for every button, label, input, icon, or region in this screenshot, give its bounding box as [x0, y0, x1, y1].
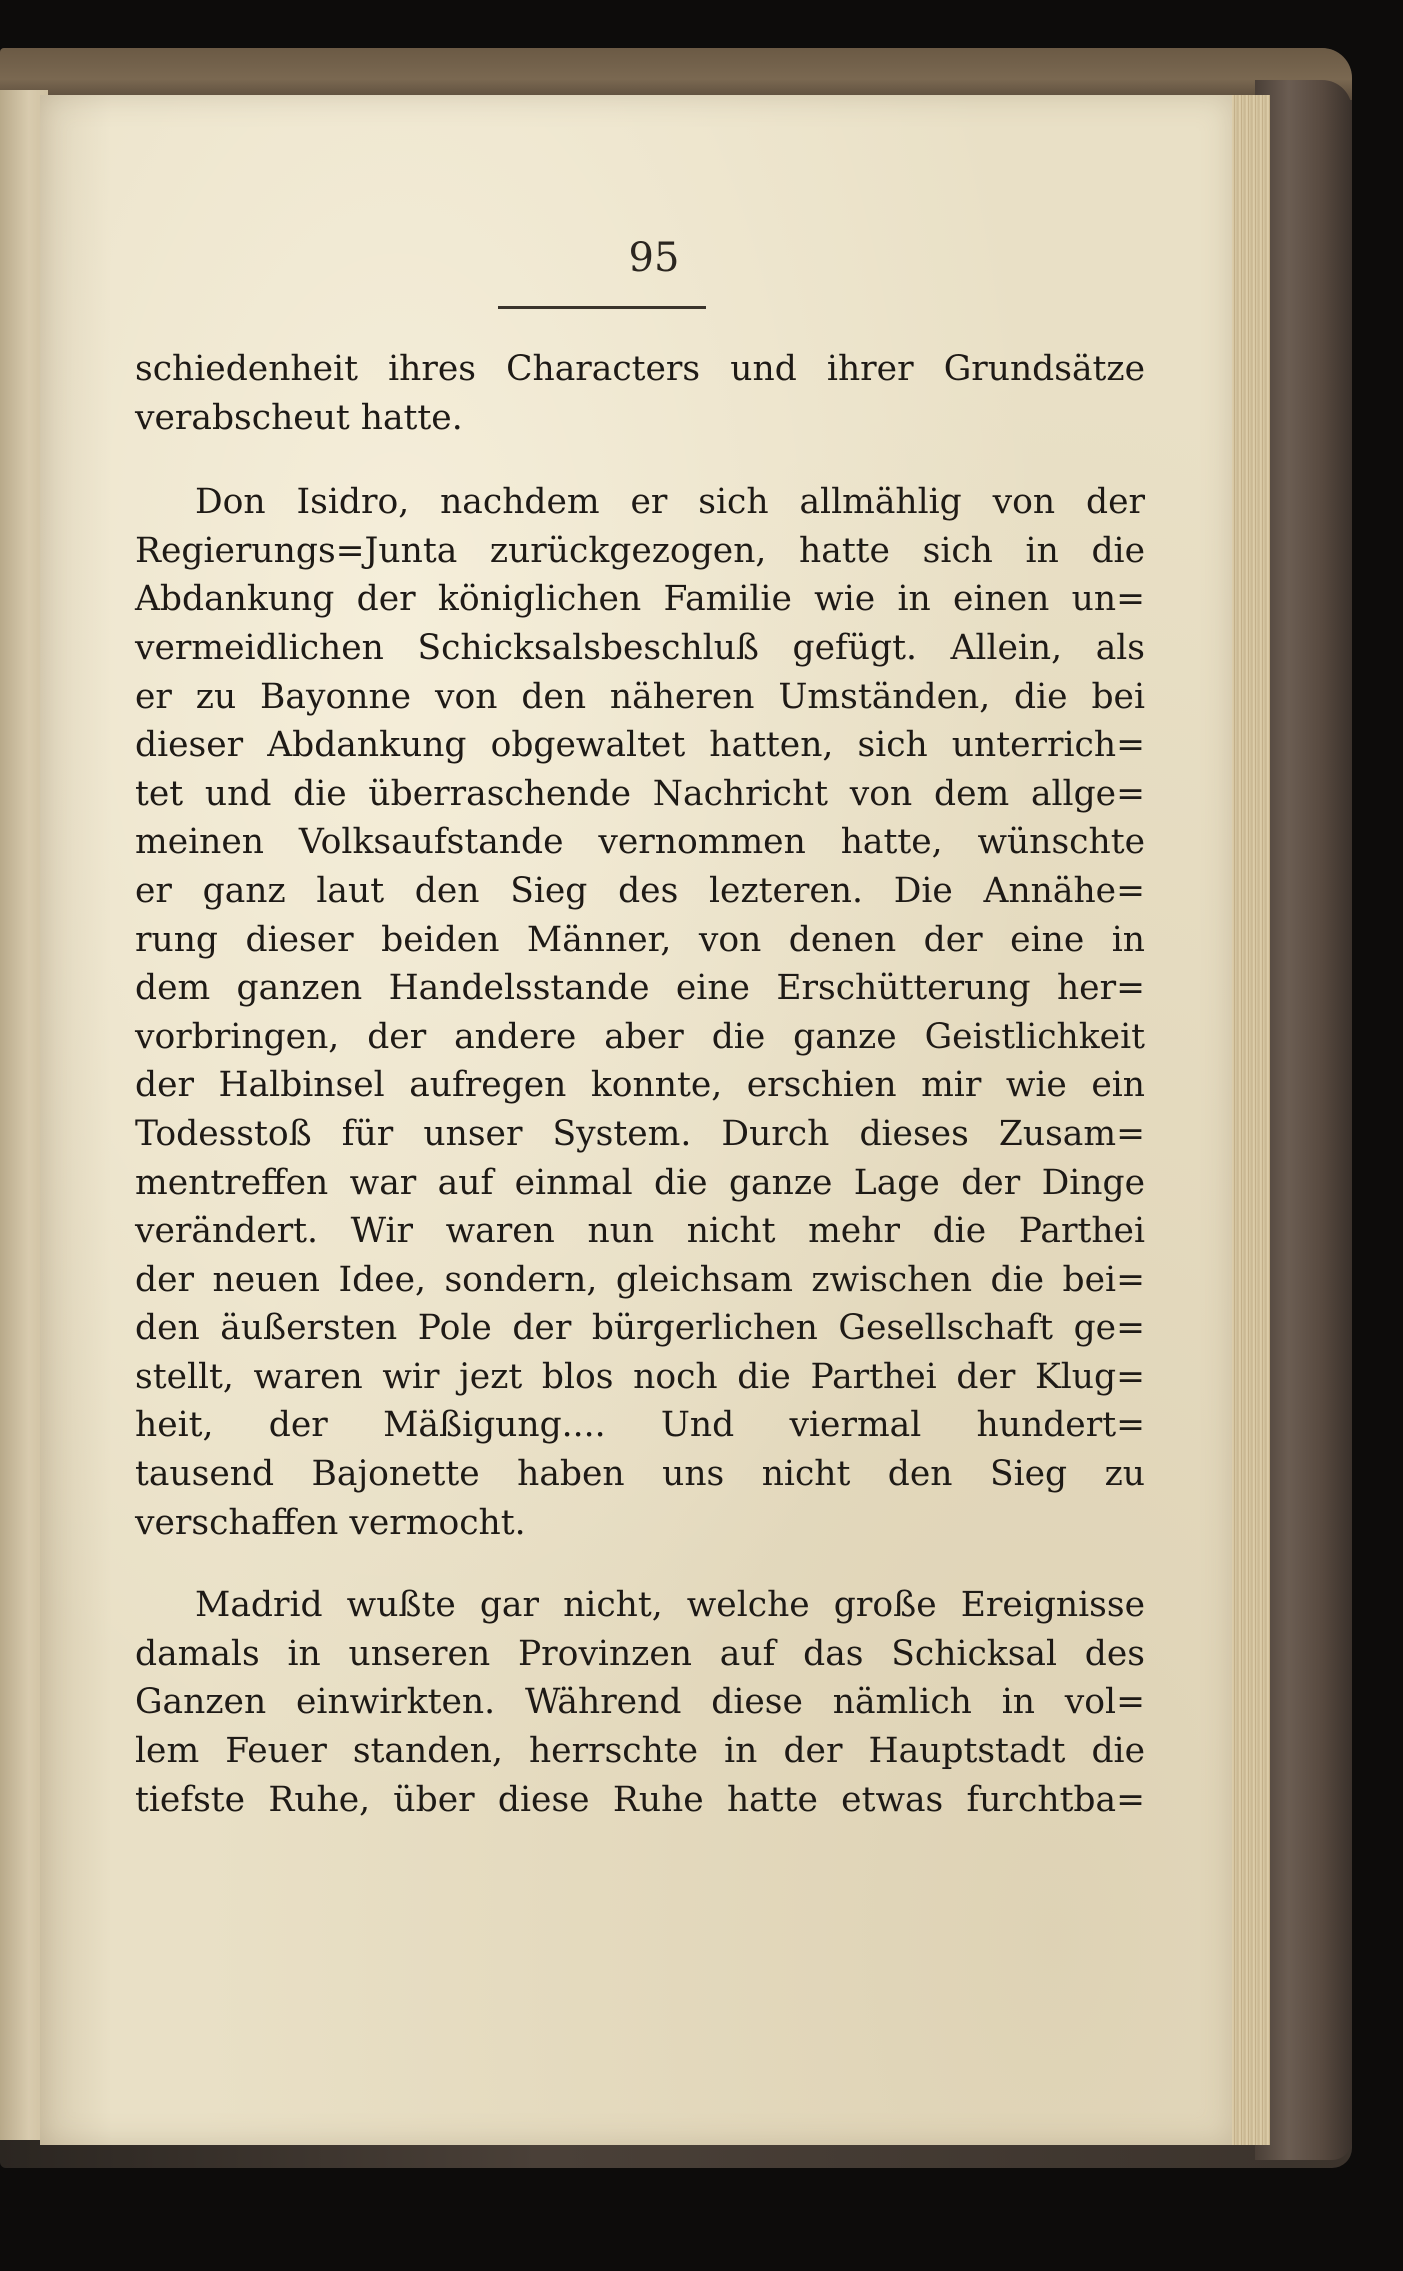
text-line: der Halbinsel aufregen konnte, erschien mir wie ein — [135, 1065, 1145, 1106]
text-line: er ganz laut den Sieg des lezteren. Die Annähe= — [135, 870, 1145, 911]
text-line: den äußersten Pole der bürgerlichen Gesellschaft ge= — [135, 1308, 1145, 1349]
text-line: tausend Bajonette haben uns nicht den Sieg zu — [135, 1454, 1145, 1495]
text-line: verabscheut hatte. — [135, 397, 463, 438]
page-block-edges — [1228, 95, 1270, 2145]
book-cover-top-edge — [0, 48, 1352, 100]
text-line: Madrid wußte gar nicht, welche große Ereignisse — [195, 1585, 1145, 1626]
text-line: dieser Abdankung obgewaltet hatten, sich unterrich= — [135, 725, 1145, 766]
text-line: der neuen Idee, sondern, gleichsam zwischen die bei= — [135, 1259, 1145, 1300]
text-line: Abdankung der königlichen Familie wie in einen un= — [135, 579, 1145, 620]
body-text — [135, 345, 1145, 1824]
header-rule — [498, 306, 706, 309]
text-line: tiefste Ruhe, über diese Ruhe hatte etwas furchtba= — [135, 1779, 1145, 1820]
text-line: Don Isidro, nachdem er sich allmählig von der — [195, 482, 1145, 523]
text-line: vorbringen, der andere aber die ganze Geistlichkeit — [135, 1016, 1145, 1057]
text-line: heit, der Mäßigung.... Und viermal hundert= — [135, 1405, 1145, 1446]
text-line: stellt, waren wir jezt blos noch die Parthei der Klug= — [135, 1356, 1145, 1397]
page-number: 95 — [628, 235, 680, 281]
text-line: lem Feuer standen, herrschte in der Hauptstadt die — [135, 1731, 1145, 1772]
paragraph-gap — [135, 442, 1145, 478]
text-line: meinen Volksaufstande vernommen hatte, wünschte — [135, 822, 1145, 863]
text-line: mentreffen war auf einmal die ganze Lage der Dinge — [135, 1162, 1145, 1203]
text-line: tet und die überraschende Nachricht von dem allge= — [135, 773, 1145, 814]
text-line: dem ganzen Handelsstande eine Erschütterung her= — [135, 968, 1145, 1009]
book-page — [40, 95, 1232, 2145]
text-line: Todesstoß für unser System. Durch dieses Zusam= — [135, 1113, 1145, 1154]
text-line: schiedenheit ihres Characters und ihrer Grundsätze — [135, 349, 1145, 389]
text-line: verschaffen vermocht. — [135, 1502, 526, 1543]
text-line: er zu Bayonne von den näheren Umständen, die bei — [135, 676, 1145, 717]
text-line: vermeidlichen Schicksalsbeschluß gefügt. Allein, als — [135, 627, 1145, 668]
text-line: rung dieser beiden Männer, von denen der eine in — [135, 919, 1145, 960]
text-line: Regierungs=Junta zurückgezogen, hatte sich in die — [135, 530, 1145, 571]
paragraph-gap — [135, 1547, 1145, 1581]
text-line: Ganzen einwirkten. Während diese nämlich in vol= — [135, 1682, 1145, 1723]
text-line: damals in unseren Provinzen auf das Schicksal des — [135, 1633, 1145, 1674]
text-line: verändert. Wir waren nun nicht mehr die Parthei — [135, 1211, 1145, 1252]
